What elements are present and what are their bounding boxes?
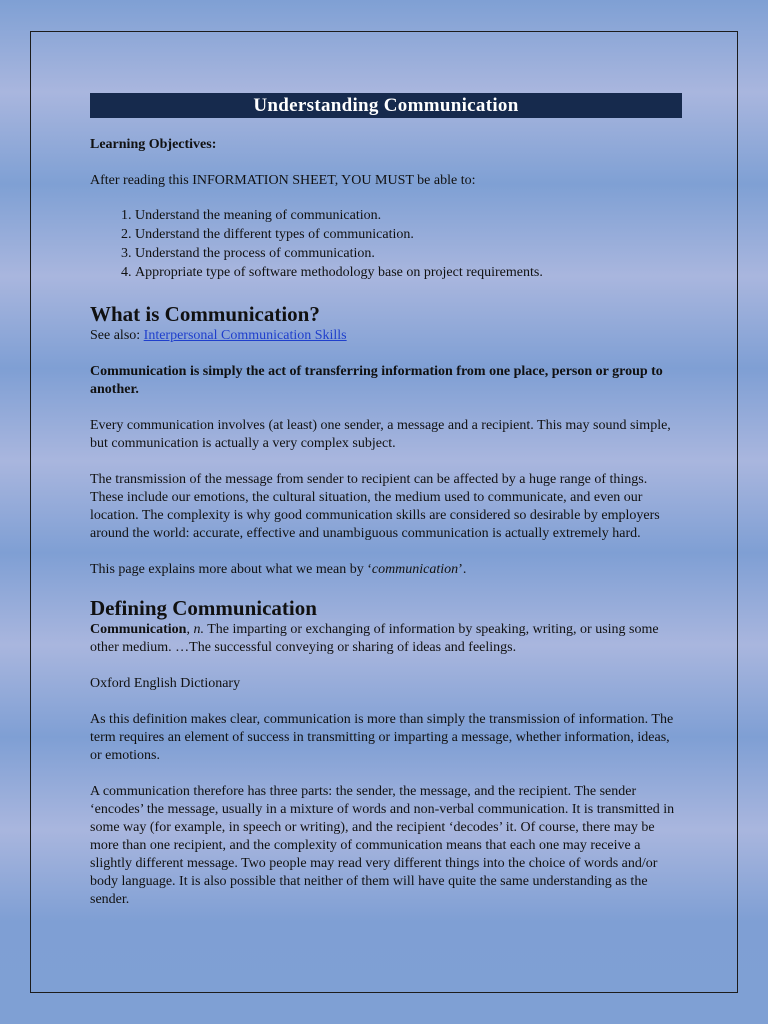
paragraph: A communication therefore has three parts: the sender, the message, and the recipient. The sender ‘encodes’ the message, usually in a mixture of words and non-verbal communication. It is transmitted in some way (for example, in speech or writing), and the recipient ‘decodes’ it. Of course, there may be more than one recipient, and the complexity of communication means that each one may receive a slightly different message. Two people may read very different things into the choice of words and/or body language. It is also possible that neither of them will have quite the same understanding as the sender. [90,784,675,907]
document-body [90,93,682,909]
interpersonal-skills-link[interactable]: Interpersonal Communication Skills [143,328,347,343]
list-item: 1. Understand the meaning of communication. [135,206,682,225]
paragraph-text: This page explains more about what we mean by ‘ [90,562,372,577]
see-also-label: See also: [90,328,144,343]
paragraph: Every communication involves (at least) one sender, a message and a recipient. This may sound simple, but communication is actually a very complex subject. [90,418,671,451]
paragraph-text: ’. [458,562,467,577]
list-item: 4. Appropriate type of software methodology base on project requirements. [135,263,682,282]
dictionary-definition [90,621,682,657]
paragraph: The transmission of the message from sender to recipient can be affected by a huge range of things. These include our emotions, the cultural situation, the medium used to communicate, and even our location. The complexity is why good communication skills are considered so desirable by employers around the world: accurate, effective and unambiguous communication is actually extremely hard. [90,472,660,541]
term-separator: , [186,622,194,637]
paragraph [90,561,682,579]
section-heading-defining: Defining Communication [90,596,317,620]
emphasis-text: communication [371,562,459,577]
see-also [90,327,682,345]
part-of-speech: n. [193,622,204,637]
objectives-heading: Learning Objectives: [90,137,217,152]
definition-text: The imparting or exchanging of information by speaking, writing, or using some other medium. …The successful conveying or sharing of ideas and feelings. [90,622,659,655]
definition-source: Oxford English Dictionary [90,676,241,691]
page-title: Understanding Communication [90,93,682,118]
defined-term: Communication [90,622,187,637]
list-item: 2. Understand the different types of communication. [135,225,682,244]
objectives-list [90,206,682,282]
objectives-intro: After reading this INFORMATION SHEET, YOU MUST be able to: [90,173,476,188]
definition-statement: Communication is simply the act of transferring information from one place, person or group to another. [90,364,663,397]
list-item: 3. Understand the process of communication. [135,244,682,263]
section-heading-what-is: What is Communication? [90,302,320,326]
paragraph: As this definition makes clear, communication is more than simply the transmission of information. The term requires an element of success in transmitting or imparting a message, whether information, ideas, or emotions. [90,712,674,763]
